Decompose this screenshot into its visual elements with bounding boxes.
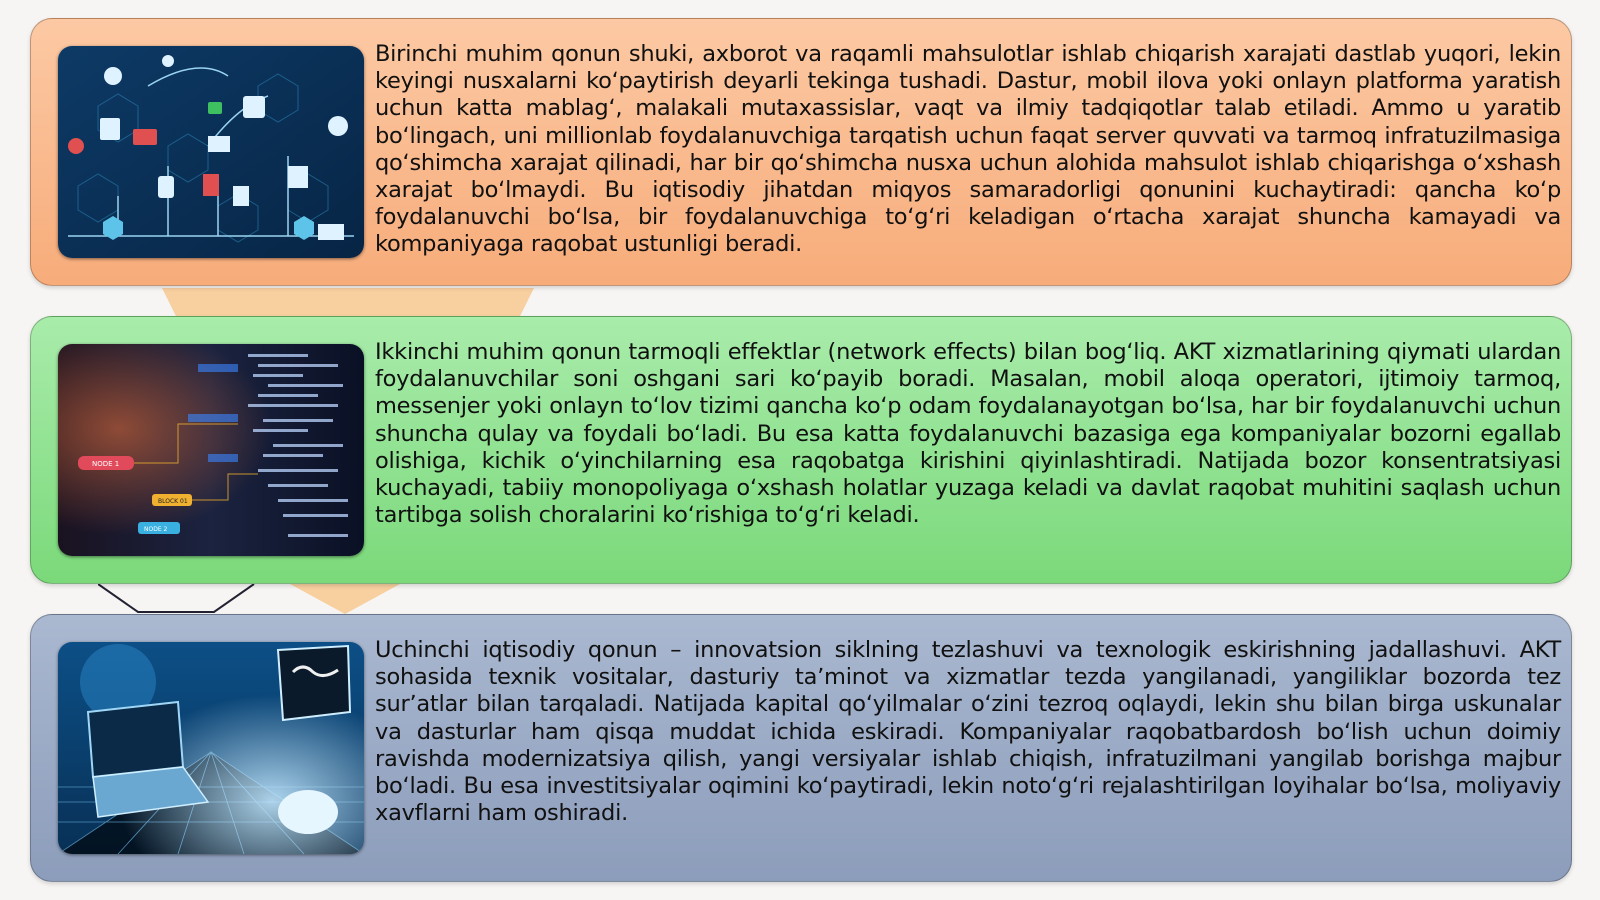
code-screen-icon: [58, 344, 364, 556]
panel-text: Birinchi muhim qonun shuki, axborot va raqamli mahsulotlar ishlab chiqarish xarajati dastlab yuqori, lekin keyingi nusxalarni koʻpaytirish deyarli tekinga tushadi. Dastur, mobil ilova yoki onlayn platforma yaratish uchun katta mablagʻ, malakali mutaxassislar, vaqt va ilmiy tadqiqotlar talab etiladi. Ammo u yaratib boʻlingach, uni millionlab foydalanuvchiga tarqatish uchun faqat server quvvati va tarmoq infratuzilmasiga qoʻshimcha xarajat qilinadi, har bir qoʻshimcha nusxa uchun alohida mahsulot ishlab chiqarishga oʻxshash xarajat boʻlmaydi. Bu iqtisodiy jihatdan miqyos samaradorligi qonunini kuchaytiradi: qancha koʻp foydalanuvchi boʻlsa, bir foydalanuvchiga toʻgʻri keladigan oʻrtacha xarajat shuncha kamayadi va kompaniyaga raqobat ustunligi beradi.: [375, 41, 1561, 258]
panel-text: Ikkinchi muhim qonun tarmoqli effektlar (network effects) bilan bogʻliq. AKT xizmatlarining qiymati ulardan foydalanuvchilar soni oshgani sari koʻpayib boradi. Masalan, mobil aloqa operatori, ijtimoiy tarmoq, messenjer yoki onlayn toʻlov tizimi qancha koʻp odam foydalanayotgan boʻlsa, har bir foydalanuvchi uchun shuncha qulay va foydali boʻladi. Bu esa katta foydalanuvchi bazasiga ega kompaniyalar bozorni egallab olishiga, kichik oʻyinchilarning esa raqobatga kirishini qiyinlashtiradi. Natijada bozor konsentratsiyasi kuchayadi, tabiiy monopoliyaga oʻxshash holatlar yuzaga keladi va davlat raqobat muhitini saqlash uchun tartibga solish choralarini koʻrishiga toʻgʻri keladi.: [375, 339, 1561, 529]
iot-network-icon: [58, 46, 364, 258]
thumb-label-node2: NODE 2: [144, 526, 168, 533]
content-panel-3: [30, 614, 1572, 882]
connector-line: [98, 584, 258, 614]
panel-text: Uchinchi iqtisodiy qonun – innovatsion siklning tezlashuvi va texnologik eskirishning jadallashuvi. AKT sohasida texnik vositalar, dasturiy taʼminot va xizmatlar tezda yangilanadi, yangiliklar bozorda tez surʼatlar bilan tarqaladi. Natijada kapital qoʻyilmalar oʻzini tezroq oqlaydi, lekin shu bilan birga uskunalar va dasturlar ham qisqa muddat ichida eskiradi. Kompaniyalar raqobatbardosh boʻlish uchun doimiy ravishda modernizatsiya qilish, yangi versiyalar ishlab chiqish, infratuzilmani yangilab borishga majbur boʻladi. Bu esa investitsiyalar oqimini koʻpaytiradi, lekin notoʻgʻri rejalashtirilgan loyihalar boʻlsa, moliyaviy xavflarni ham oshiradi.: [375, 637, 1561, 827]
thumb-label-node1: NODE 1: [92, 460, 120, 468]
laptop-globe-icon: [58, 642, 364, 854]
panel-connector: [290, 584, 400, 614]
content-panel-2: [30, 316, 1572, 584]
content-panel-1: [30, 18, 1572, 286]
thumb-label-block: BLOCK 01: [158, 498, 188, 505]
panel-connector: [162, 288, 534, 318]
